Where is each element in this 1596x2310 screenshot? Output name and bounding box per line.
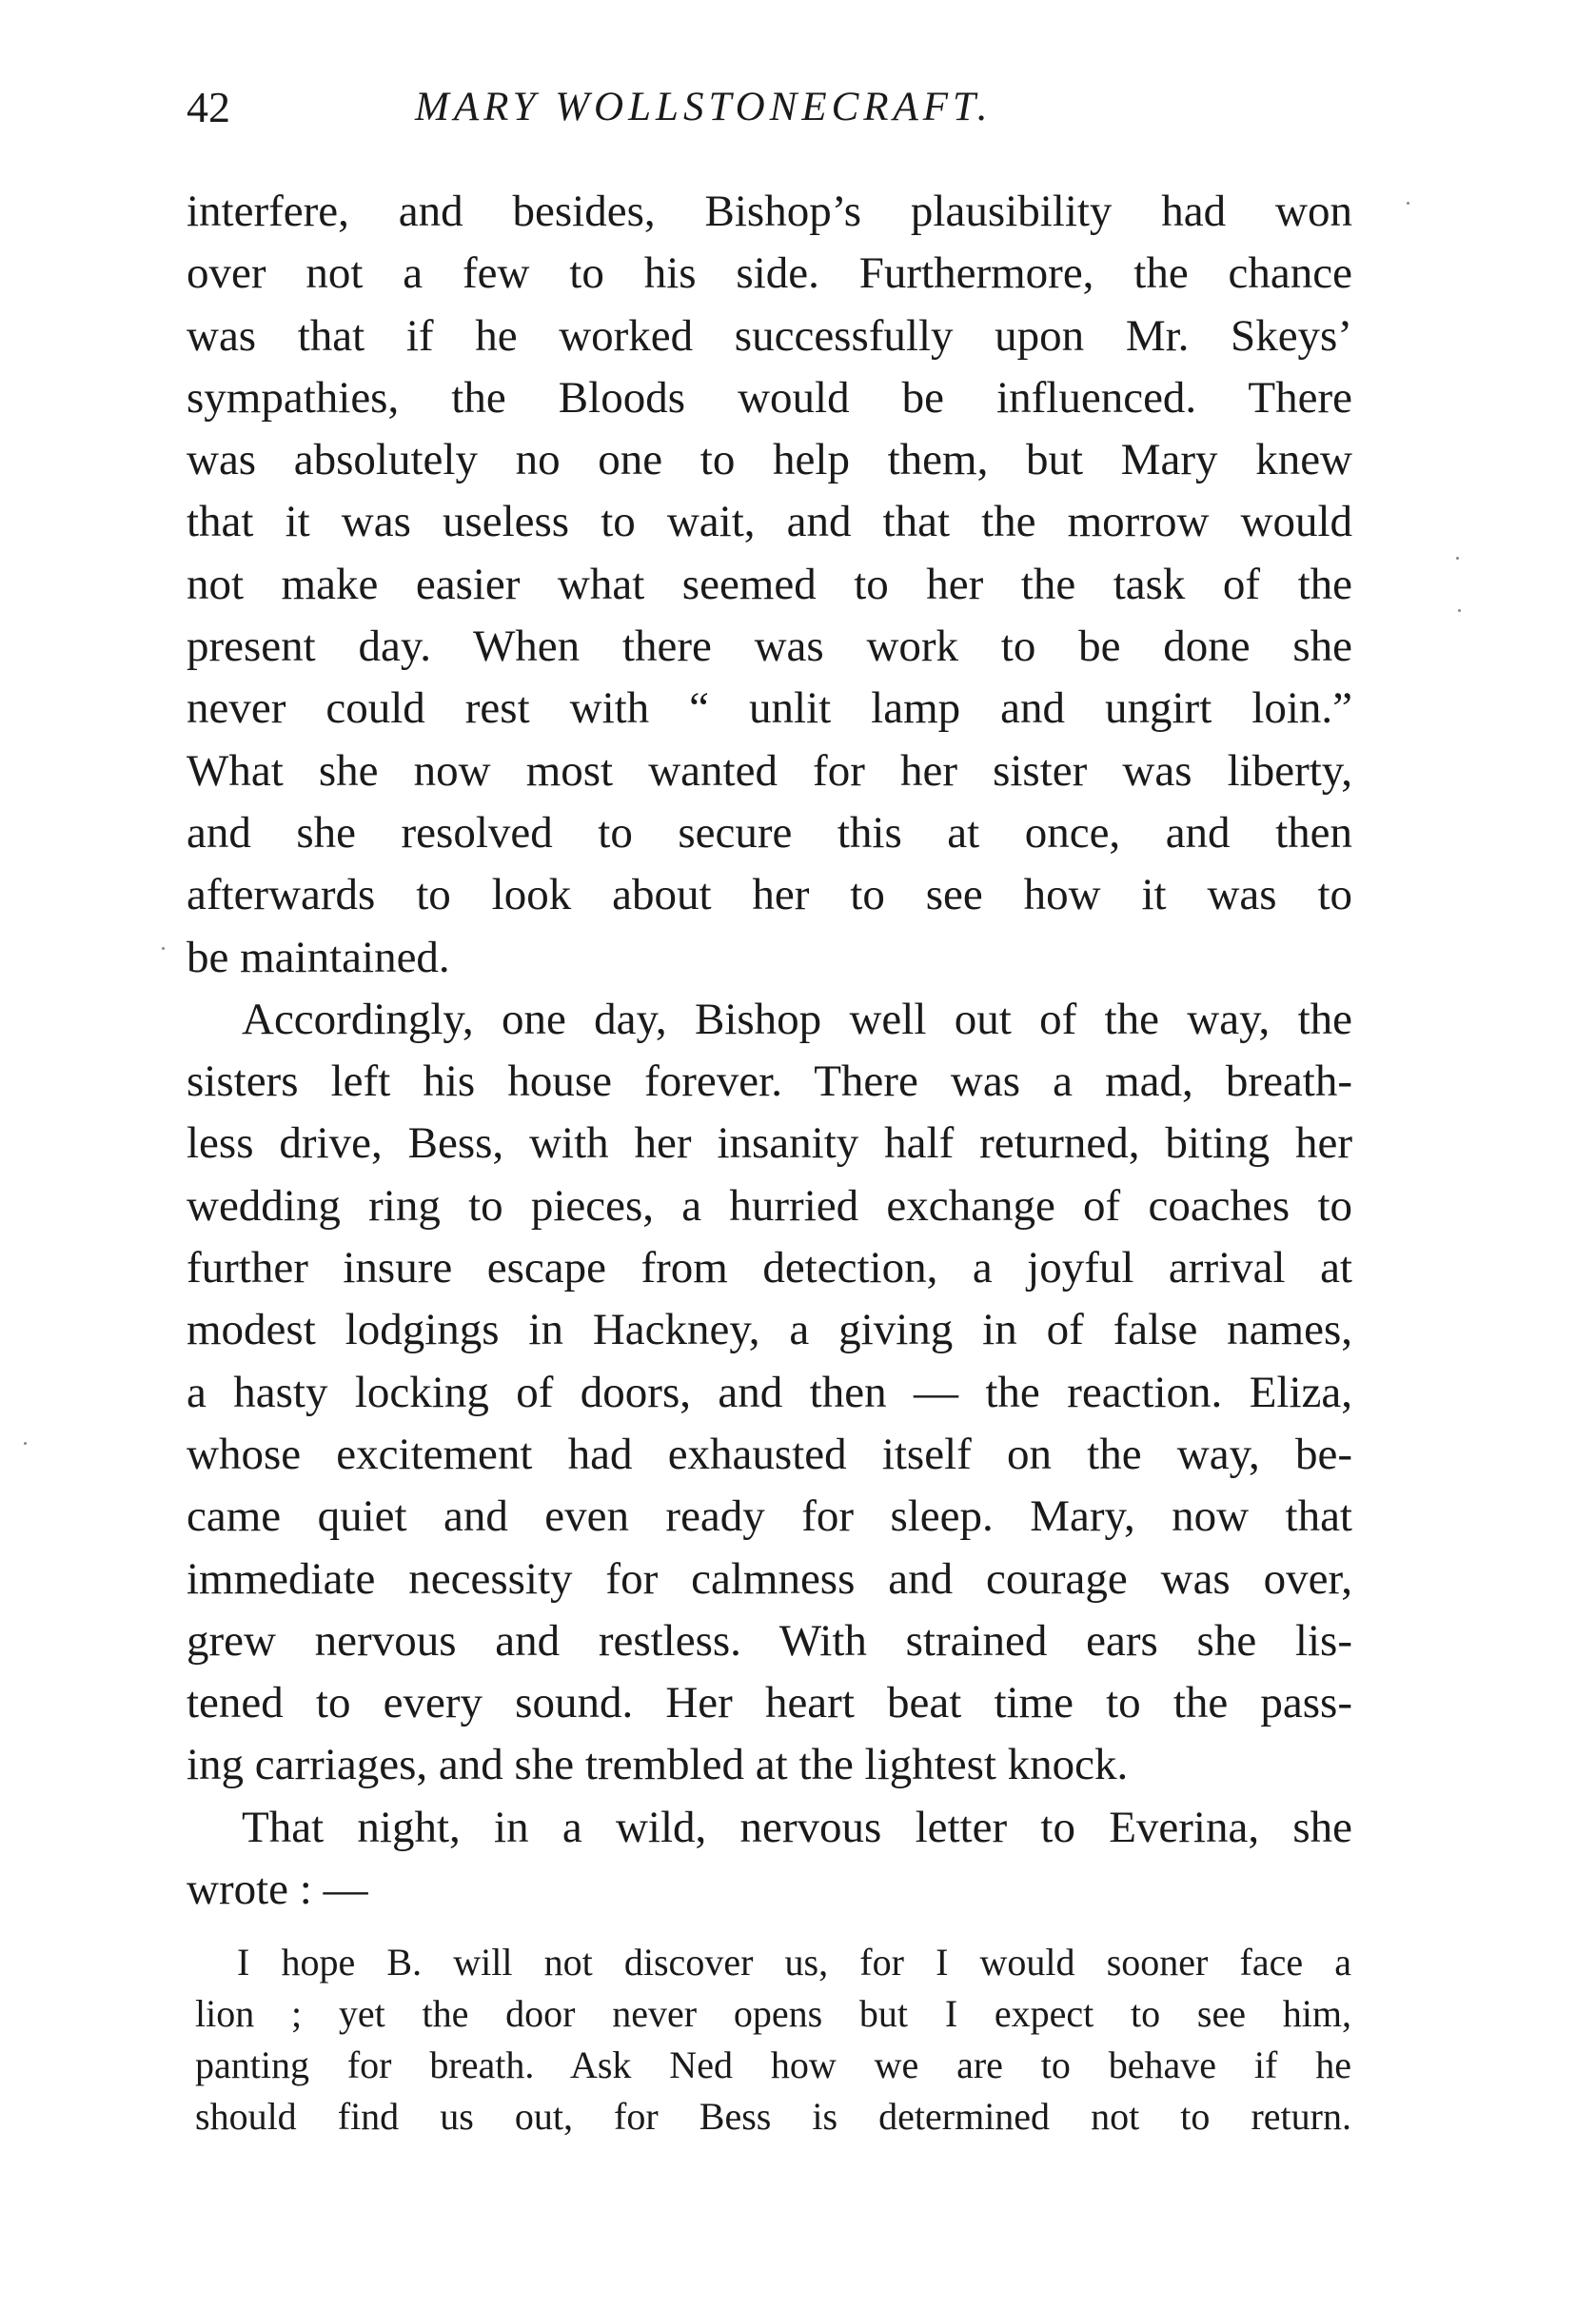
body-text [187, 181, 1352, 1921]
text-line: That night, in a wild, nervous letter to Everina, she [242, 1802, 1352, 1852]
text-line: wedding ring to pieces, a hurried exchange of coaches to [187, 1180, 1352, 1231]
text-line: whose excitement had exhausted itself on the way, be- [187, 1429, 1352, 1479]
text-line: be maintained. [187, 932, 450, 982]
text-line: What she now most wanted for her sister was liberty, [187, 745, 1352, 796]
scan-speck [24, 1442, 27, 1445]
text-line: less drive, Bess, with her insanity half returned, biting her [187, 1118, 1352, 1169]
text-line: tened to every sound. Her heart beat time to the pass- [187, 1678, 1352, 1728]
scan-speck [162, 947, 165, 950]
text-line: never could rest with “ unlit lamp and ungirt loin.” [187, 683, 1352, 734]
paragraph [187, 1797, 1352, 1922]
paragraph [187, 181, 1352, 989]
scan-speck [1456, 557, 1459, 560]
text-line: was absolutely no one to help them, but Mary knew [187, 435, 1352, 485]
text-line: ing carriages, and she trembled at the lightest knock. [187, 1740, 1129, 1790]
running-head [187, 74, 1348, 141]
text-line: sisters left his house forever. There was a mad, breath- [187, 1056, 1352, 1107]
quote-line: lion ; yet the door never opens but I expect to see him, [195, 1992, 1351, 2035]
text-line: sympathies, the Bloods would be influenced. There [187, 372, 1352, 423]
text-line: and she resolved to secure this at once, and then [187, 807, 1352, 858]
text-line: that it was useless to wait, and that the morrow would [187, 497, 1352, 547]
text-line: present day. When there was work to be done she [187, 622, 1352, 672]
paragraph [187, 989, 1352, 1797]
text-line: over not a few to his side. Furthermore, the chance [187, 248, 1352, 299]
text-line: grew nervous and restless. With strained ears she lis- [187, 1615, 1352, 1666]
scan-speck [1407, 202, 1409, 205]
text-line: not make easier what seemed to her the task of the [187, 559, 1352, 609]
text-line: afterwards to look about her to see how it was to [187, 870, 1352, 920]
text-line: further insure escape from detection, a joyful arrival at [187, 1243, 1352, 1293]
block-quote [195, 1937, 1351, 2142]
scan-speck [1458, 609, 1461, 612]
text-line: immediate necessity for calmness and courage was over, [187, 1553, 1352, 1604]
text-line: came quiet and even ready for sleep. Mary, now that [187, 1491, 1352, 1542]
quote-line: I hope B. will not discover us, for I would sooner face a [237, 1941, 1351, 1984]
text-line: interfere, and besides, Bishop’s plausibility had won [187, 187, 1352, 236]
quote-line: panting for breath. Ask Ned how we are to behave if he [195, 2043, 1351, 2086]
text-line: was that if he worked successfully upon Mr. Skeys’ [187, 310, 1352, 361]
page-number: 42 [187, 83, 230, 131]
text-line: a hasty locking of doors, and then — the reaction. Eliza, [187, 1367, 1352, 1417]
quote-line: should find us out, for Bess is determined not to return. [195, 2095, 1351, 2138]
text-line: modest lodgings in Hackney, a giving in of false names, [187, 1305, 1352, 1355]
text-line: wrote : — [187, 1865, 368, 1915]
running-title: MARY WOLLSTONECRAFT. [415, 85, 993, 129]
text-line: Accordingly, one day, Bishop well out of the way, the [242, 994, 1352, 1044]
